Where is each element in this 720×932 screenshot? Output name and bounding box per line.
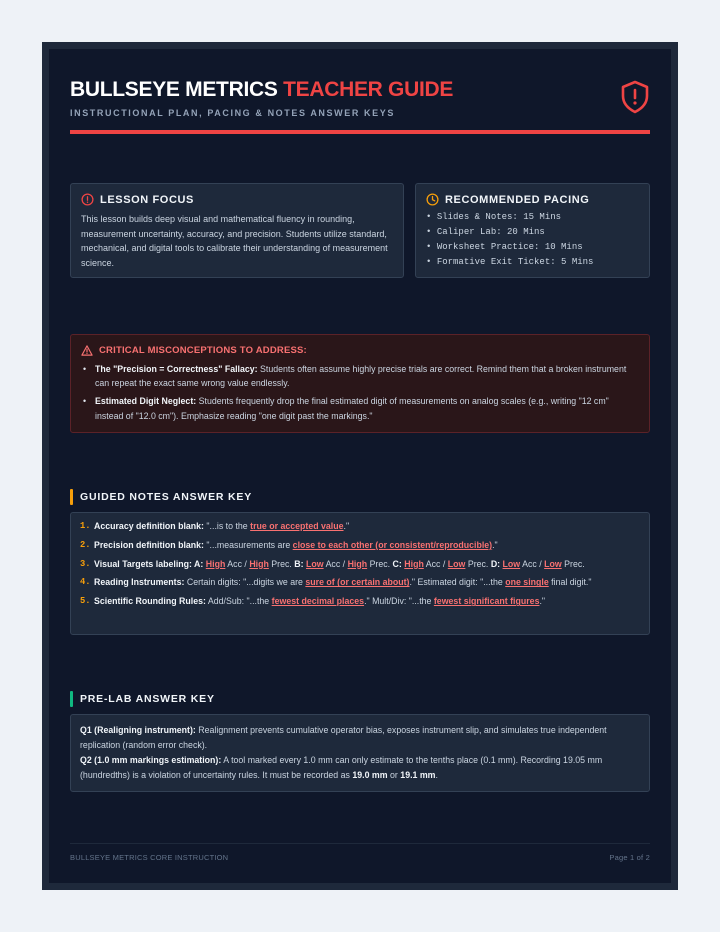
list-item: • Caliper Lab: 20 Mins <box>426 225 639 240</box>
guided-notes-heading: GUIDED NOTES ANSWER KEY <box>70 489 252 505</box>
list-item: 1. Accuracy definition blank: "...is to the true or accepted value." <box>80 521 350 531</box>
lesson-focus-card <box>70 183 404 278</box>
guided-notes-box <box>70 512 650 635</box>
answer-text: fewest decimal places <box>271 596 365 607</box>
answer-text: close to each other (or consistent/reproducible) <box>292 539 493 550</box>
shield-alert-icon <box>620 80 650 114</box>
page-footer <box>70 843 650 862</box>
page-title <box>70 77 650 103</box>
misconceptions-list <box>81 362 639 423</box>
page-number: Page 1 of 2 <box>609 853 650 862</box>
lesson-focus-text: This lesson builds deep visual and mathematical fluency in rounding, measurement uncertainty, accuracy, and precision. Students utilize standard, mechanical, and digital tools to calibrate their understanding of measurement science. <box>81 214 388 268</box>
answer-text: true or accepted value <box>250 521 344 531</box>
pacing-list <box>426 210 639 270</box>
list-item: 3. Visual Targets labeling: A: High Acc / High Prec. B: Low Acc / High Prec. C: High Acc / Low Prec. D: Low Acc / Low Prec. <box>80 558 585 569</box>
footer-left: BULLSEYE METRICS CORE INSTRUCTION <box>70 853 229 862</box>
pacing-title: RECOMMENDED PACING <box>445 193 590 206</box>
title-main: BULLSEYE METRICS <box>70 78 278 101</box>
list-item: • The "Precision = Correctness" Fallacy: Students often assume highly precise trials are correct. Remind them that a broken instrument can repeat the exact same wrong value endlessly. <box>91 362 639 390</box>
answer-text: sure of (or certain about) <box>305 577 410 588</box>
prelab-box <box>70 714 650 792</box>
list-item: 4. Reading Instruments: Certain digits: "...digits we are sure of (or certain about)." Estimated digit: "...the one single final digit." <box>80 577 592 588</box>
answer-text: one single <box>505 577 549 588</box>
prelab-q1: Q1 (Realigning instrument): Realignment prevents cumulative operator bias, exposes instrument slip, and simulates true independent replication (random error check). <box>80 725 607 750</box>
clock-icon <box>426 193 439 206</box>
list-item: 2. Precision definition blank: "...measurements are close to each other (or consistent/reproducible)." <box>80 539 498 550</box>
header-divider <box>70 130 650 134</box>
list-item: • Estimated Digit Neglect: Students frequently drop the final estimated digit of measurements on analog scales (e.g., writing "12 cm" instead of "12.0 cm"). Emphasize reading "one digit past the markings." <box>91 394 639 422</box>
prelab-q2: Q2 (1.0 mm markings estimation): A tool marked every 1.0 mm can only estimate to the tenths place (0.1 mm). Recording 19.05 mm (hundredths) is a violation of uncertainty rules. It must be recorded as 19.0 mm or 19.1 mm. <box>80 755 603 780</box>
misconceptions-callout <box>70 334 650 433</box>
info-icon <box>81 193 94 206</box>
misconceptions-title: CRITICAL MISCONCEPTIONS TO ADDRESS: <box>99 345 307 356</box>
title-accent: TEACHER GUIDE <box>283 78 454 101</box>
list-item: 5. Scientific Rounding Rules: Add/Sub: "...the fewest decimal places." Mult/Div: "...the fewest significant figures." <box>80 596 546 607</box>
list-item: • Worksheet Practice: 10 Mins <box>426 240 639 255</box>
pacing-card <box>415 183 650 278</box>
page-header <box>70 77 650 118</box>
document-page <box>42 42 678 890</box>
page-subtitle: INSTRUCTIONAL PLAN, PACING & NOTES ANSWER KEYS <box>70 108 395 118</box>
list-item: • Slides & Notes: 15 Mins <box>426 210 639 225</box>
list-item: • Formative Exit Ticket: 5 Mins <box>426 255 639 270</box>
warning-triangle-icon <box>81 345 93 356</box>
prelab-heading: PRE-LAB ANSWER KEY <box>70 691 215 707</box>
lesson-focus-title: LESSON FOCUS <box>100 193 194 206</box>
answer-text: fewest significant figures <box>433 596 540 607</box>
